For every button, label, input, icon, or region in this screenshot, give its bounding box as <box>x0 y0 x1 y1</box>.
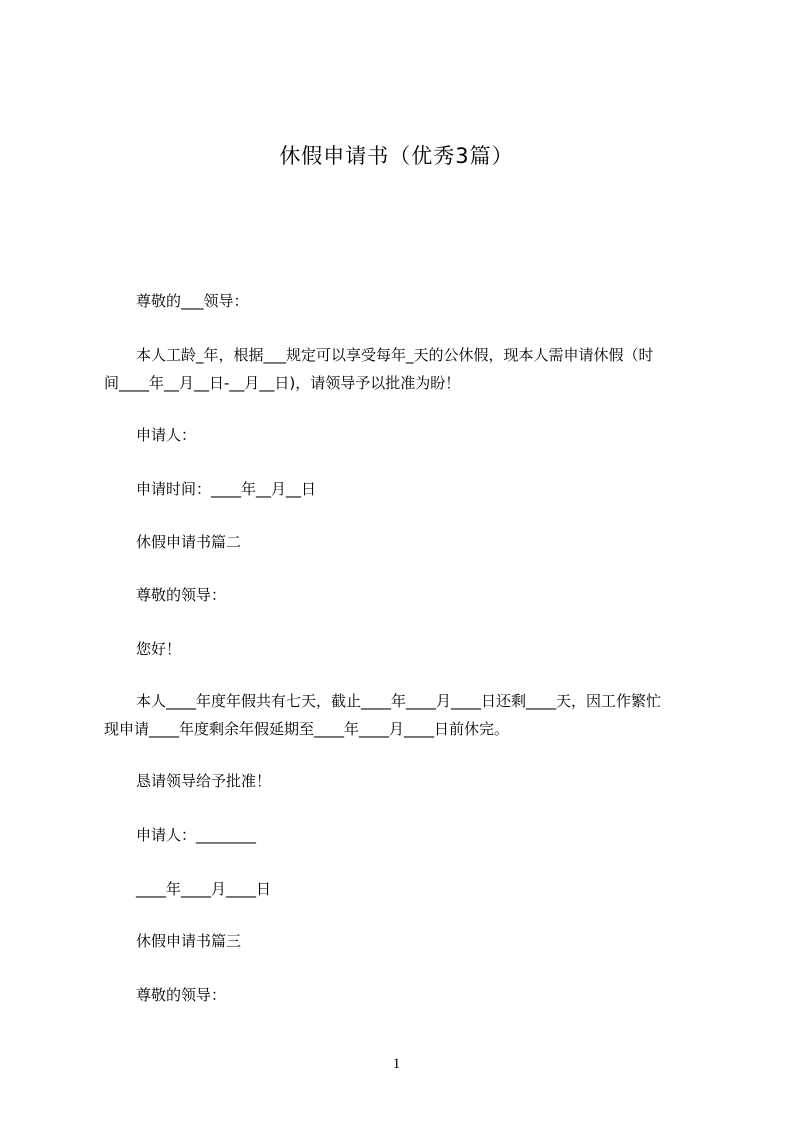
closing-line: 恳请领导给予批准！ <box>136 772 272 790</box>
salutation: 尊敬的领导： <box>136 586 227 604</box>
section-heading: 休假申请书篇二 <box>136 533 242 551</box>
application-date: 申请时间：____年__月__日 <box>136 480 317 498</box>
body-line: 现申请____年度剩余年假延期至____年____月____日前休完。 <box>104 720 510 738</box>
applicant-label: 申请人： <box>136 426 197 444</box>
salutation: 尊敬的___领导： <box>136 292 249 310</box>
salutation: 尊敬的领导： <box>136 986 227 1004</box>
applicant-label: 申请人：________ <box>136 826 257 844</box>
document-title: 休假申请书（优秀3篇） <box>279 144 514 168</box>
section-heading: 休假申请书篇三 <box>136 932 242 950</box>
signature-date: ____年____月____日 <box>136 880 272 898</box>
greeting: 您好！ <box>136 640 182 658</box>
body-line: 间____年__月__日-__月__日)，请领导予以批准为盼！ <box>104 374 461 392</box>
body-line: 本人____年度年假共有七天，截止____年____月____日还剩____天，因工作繁忙 <box>136 692 662 710</box>
page-number: 1 <box>392 1056 401 1072</box>
body-line: 本人工龄_年，根据___规定可以享受每年_天的公休假，现本人需申请休假（时 <box>136 346 654 364</box>
